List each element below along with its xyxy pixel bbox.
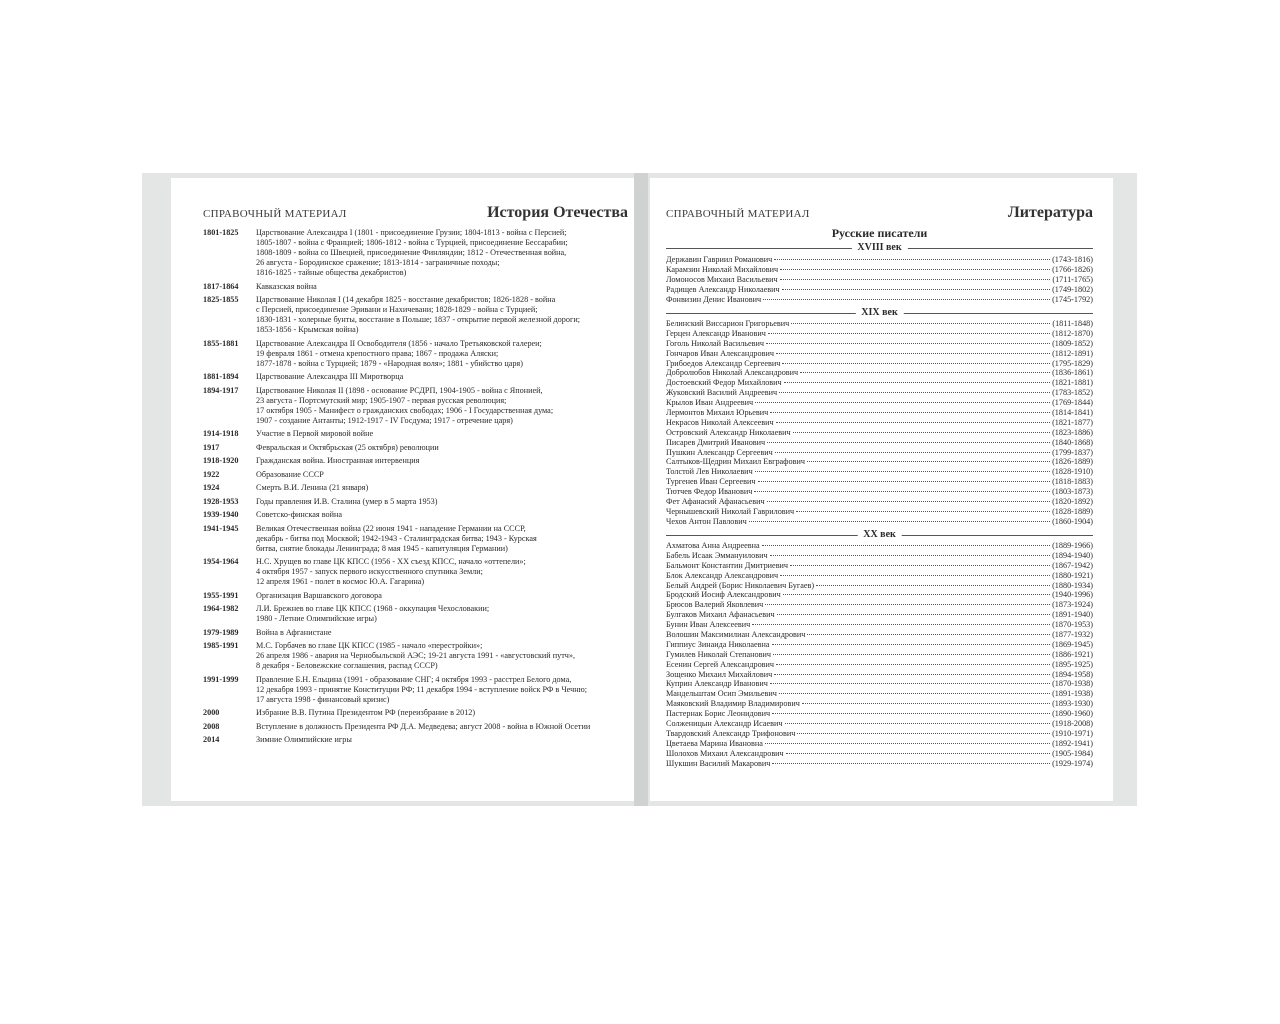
timeline-row: [203, 295, 631, 335]
dot-leader: [768, 333, 1050, 334]
writer-row: [666, 630, 1093, 640]
writer-years: (1892-1941): [1052, 738, 1093, 748]
timeline-event: Февральская и Октябрьская (25 октября) революции: [256, 442, 439, 452]
timeline-row: [203, 228, 631, 278]
timeline-event: М.С. Горбачев во главе ЦК КПСС (1985 - начало «перестройки»; 26 апреля 1986 - авария на Чернобыльской АЭС; 19-21 августа 1991 - «августовский путч», 8 декабря - Беловежские соглашения, распад СССР): [256, 641, 576, 670]
dot-leader: [780, 269, 1050, 270]
timeline-event: Царствование Николая II (1898 - основание РСДРП, 1904-1905 - война с Японией, 23 августа - Портсмутский мир; 1905-1907 - первая русская революция; 17 октября 1905 - Манифест о гражданских свободах; 1906 - I Государственная дума; 1907 - создание Антанты; 1912-1917 - IV Госдума; 1917 - отречение царя): [256, 385, 554, 425]
writer-row: [666, 759, 1093, 769]
writer-name: Достоевский Федор Михайлович: [666, 378, 782, 388]
writer-name: Зощенко Михаил Михайлович: [666, 669, 773, 679]
dot-leader: [786, 753, 1050, 754]
writer-row: [666, 359, 1093, 369]
dot-leader: [767, 442, 1050, 443]
writer-row: [666, 388, 1093, 398]
century-header: [666, 308, 1093, 319]
timeline-years: 1955-1991: [203, 590, 239, 600]
writer-row: [666, 349, 1093, 359]
timeline-row: [203, 470, 631, 480]
writer-row: [666, 600, 1093, 610]
writer-row: [666, 285, 1093, 295]
dot-leader: [776, 664, 1050, 665]
dot-leader: [807, 461, 1050, 462]
writer-list: [666, 541, 1093, 768]
writer-name: Маяковский Владимир Владимирович: [666, 699, 800, 709]
writer-years: (1870-1953): [1052, 620, 1093, 630]
writer-row: [666, 699, 1093, 709]
writer-row: [666, 438, 1093, 448]
writer-years: (1893-1930): [1052, 699, 1093, 709]
timeline-event: Гражданская война. Иностранная интервенция: [256, 456, 420, 465]
dot-leader: [796, 511, 1050, 512]
timeline-years: 1924: [203, 483, 220, 492]
writer-row: [666, 507, 1093, 517]
writer-row: [666, 408, 1093, 418]
writer-name: Мандельштам Осип Эмильевич: [666, 689, 777, 699]
writer-name: Твардовский Александр Трифонович: [666, 728, 796, 738]
dot-leader: [774, 674, 1050, 675]
timeline-years: 1894-1917: [203, 385, 239, 395]
writer-list: [666, 255, 1093, 304]
dot-leader: [762, 545, 1050, 546]
writer-name: Гончаров Иван Александрович: [666, 348, 774, 358]
century-header: [666, 243, 1093, 254]
writer-name: Белый Андрей (Борис Николаевич Бугаев): [666, 580, 815, 590]
writer-years: (1826-1889): [1052, 457, 1093, 467]
timeline-event: Советско-финская война: [256, 510, 343, 519]
writer-row: [666, 418, 1093, 428]
dot-leader: [779, 392, 1050, 393]
timeline-years: 1922: [203, 469, 220, 479]
running-head-label: СПРАВОЧНЫЙ МАТЕРИАЛ: [203, 208, 347, 220]
dot-leader: [752, 624, 1050, 625]
timeline-row: [203, 604, 631, 624]
left-page: [171, 178, 634, 801]
writer-row: [666, 457, 1093, 467]
timeline-years: 2008: [203, 721, 220, 731]
writer-name: Добролюбов Николай Александрович: [666, 368, 799, 378]
writer-years: (1894-1940): [1052, 550, 1093, 560]
writer-row: [666, 368, 1093, 378]
dot-leader: [784, 382, 1050, 383]
writer-name: Волошин Максимилиан Александрович: [666, 630, 806, 640]
writer-row: [666, 497, 1093, 507]
writer-row: [666, 729, 1093, 739]
writer-row: [666, 477, 1093, 487]
timeline-years: 1801-1825: [203, 228, 239, 237]
century-header: [666, 530, 1093, 541]
dot-leader: [793, 432, 1050, 433]
writer-years: (1799-1837): [1052, 447, 1093, 457]
writer-name: Островский Александр Николаевич: [666, 427, 791, 437]
writer-years: (1905-1984): [1052, 748, 1093, 758]
dot-leader: [776, 422, 1050, 423]
writer-years: (1929-1974): [1052, 758, 1093, 768]
timeline-years: 1964-1982: [203, 604, 239, 613]
writer-name: Грибоедов Александр Сергеевич: [666, 358, 781, 368]
timeline-row: [203, 429, 631, 439]
writer-row: [666, 541, 1093, 551]
dot-leader: [772, 763, 1050, 764]
timeline-years: 1979-1989: [203, 627, 239, 637]
timeline-row: [203, 386, 631, 426]
writer-years: (1828-1889): [1052, 506, 1093, 516]
right-page: [650, 178, 1113, 801]
writer-years: (1918-2008): [1052, 719, 1093, 729]
timeline-event: Правление Б.Н. Ельцина (1991 - образование СНГ; 4 октября 1993 - расстрел Белого дома, 12 декабря 1993 - принятие Конституции РФ; 11 декабря 1994 - вступление войск РФ в Чечню; 17 августа 1998 - финансовый кризис): [256, 674, 587, 704]
timeline-row: [203, 483, 631, 493]
writer-row: [666, 561, 1093, 571]
timeline-event: Н.С. Хрущев во главе ЦК КПСС (1956 - XX съезд КПСС, начало «оттепели»; 4 октября 1957 - запуск первого искусственного спутника Земли; 12 апреля 1961 - полет в космос Ю.А. Гагарина): [256, 557, 526, 586]
writer-row: [666, 640, 1093, 650]
dot-leader: [763, 299, 1050, 300]
writer-years: (1890-1960): [1052, 709, 1093, 719]
timeline-row: [203, 591, 631, 601]
dot-leader: [802, 703, 1050, 704]
writer-name: Ломоносов Михаил Васильевич: [666, 274, 778, 284]
writer-list: [666, 319, 1093, 527]
dot-leader: [749, 521, 1050, 522]
timeline-event: Избрание В.В. Путина Президентом РФ (переизбрание в 2012): [256, 708, 476, 717]
writer-years: (1895-1925): [1052, 659, 1093, 669]
dot-leader: [779, 693, 1050, 694]
writer-row: [666, 650, 1093, 660]
timeline-years: 1825-1855: [203, 295, 239, 304]
writer-name: Лермонтов Михаил Юрьевич: [666, 408, 769, 418]
writer-name: Бунин Иван Алексеевич: [666, 620, 751, 630]
writer-years: (1891-1940): [1052, 610, 1093, 620]
writer-name: Гоголь Николай Васильевич: [666, 338, 765, 348]
dot-leader: [777, 614, 1050, 615]
timeline-event: Образование СССР: [256, 469, 324, 479]
writer-row: [666, 255, 1093, 265]
dot-leader: [755, 471, 1050, 472]
writer-name: Фонвизин Денис Иванович: [666, 294, 762, 304]
writer-row: [666, 428, 1093, 438]
writer-name: Крылов Иван Андреевич: [666, 398, 754, 408]
timeline-years: 1917: [203, 442, 220, 452]
writer-name: Шукшин Василий Макарович: [666, 758, 771, 768]
writer-years: (1836-1861): [1052, 368, 1093, 378]
writer-name: Куприн Александр Иванович: [666, 679, 768, 689]
dot-leader: [766, 343, 1050, 344]
timeline-event: Царствование Николая I (14 декабря 1825 - восстание декабристов; 1826-1828 - война с Персией, присоединение Эривани и Нахичевани; 1828-1829 - война с Турцией; 1830-1831 - холерные бунты, восстание в Польше; 1837 - открытие первой железной дороги; 1853-1856 - Крымская война): [256, 295, 580, 334]
writer-years: (1812-1870): [1052, 328, 1093, 338]
writer-row: [666, 709, 1093, 719]
writer-row: [666, 620, 1093, 630]
dot-leader: [772, 713, 1050, 714]
page-title: История Отечества: [487, 204, 628, 221]
writer-years: (1745-1792): [1052, 294, 1093, 304]
writer-years: (1828-1910): [1052, 467, 1093, 477]
timeline-event: Годы правления И.В. Сталина (умер в 5 марта 1953): [256, 496, 438, 506]
writer-row: [666, 749, 1093, 759]
timeline-event: Царствование Александра III Миротворца: [256, 372, 404, 381]
writer-years: (1940-1996): [1052, 590, 1093, 600]
timeline-event: Царствование Александра II Освободителя (1856 - начало Третьяковской галереи; 19 февраля 1861 - отмена крепостного права; 1867 - продажа Аляски; 1877-1878 - война с Турцией; 1879 - «Народная воля»; 1881 - убийство царя): [256, 338, 542, 368]
dot-leader: [807, 634, 1050, 635]
writer-years: (1821-1877): [1052, 417, 1093, 427]
timeline-row: [203, 708, 631, 718]
writer-name: Булгаков Михаил Афанасьевич: [666, 610, 775, 620]
writer-years: (1812-1891): [1052, 348, 1093, 358]
writer-row: [666, 581, 1093, 591]
writer-years: (1889-1966): [1052, 541, 1093, 550]
writer-years: (1880-1934): [1052, 580, 1093, 590]
writer-name: Бабель Исаак Эммануилович: [666, 550, 768, 560]
book-spine: [634, 173, 648, 806]
timeline-years: 2014: [203, 735, 220, 744]
writer-years: (1910-1971): [1052, 728, 1093, 738]
writer-name: Бальмонт Константин Дмитриевич: [666, 560, 789, 570]
running-head: [203, 200, 628, 222]
timeline-event: Л.И. Брежнев во главе ЦК КПСС (1968 - оккупация Чехословакии; 1980 - Летние Олимпийские игры): [256, 604, 490, 623]
writer-years: (1803-1873): [1052, 487, 1093, 497]
writer-row: [666, 551, 1093, 561]
timeline-row: [203, 456, 631, 466]
writer-years: (1795-1829): [1052, 358, 1093, 368]
timeline-row: [203, 282, 631, 292]
dot-leader: [758, 481, 1051, 482]
writer-name: Гиппиус Зинаида Николаевна: [666, 639, 770, 649]
timeline-years: 1855-1881: [203, 338, 239, 348]
writer-row: [666, 295, 1093, 305]
writer-years: (1877-1932): [1052, 630, 1093, 640]
writer-row: [666, 487, 1093, 497]
writer-name: Есенин Сергей Александрович: [666, 659, 775, 669]
timeline-row: [203, 524, 631, 554]
writer-row: [666, 339, 1093, 349]
timeline-event: Смерть В.И. Ленина (21 января): [256, 483, 369, 492]
writer-name: Чернышевский Николай Гаврилович: [666, 506, 795, 516]
writer-name: Державин Гавриил Романович: [666, 255, 773, 264]
timeline-years: 1928-1953: [203, 496, 239, 506]
dot-leader: [770, 412, 1050, 413]
timeline-years: 1914-1918: [203, 429, 239, 438]
dot-leader: [790, 565, 1050, 566]
writer-name: Шолохов Михаил Александрович: [666, 748, 784, 758]
writer-row: [666, 398, 1093, 408]
timeline-years: 1918-1920: [203, 456, 239, 465]
section-title: Русские писатели: [831, 226, 928, 240]
dot-leader: [797, 733, 1050, 734]
writer-row: [666, 679, 1093, 689]
timeline-years: 1817-1864: [203, 281, 239, 291]
writer-years: (1886-1921): [1052, 649, 1093, 659]
dot-leader: [782, 289, 1050, 290]
timeline-event: Зимние Олимпийские игры: [256, 735, 352, 744]
timeline-row: [203, 443, 631, 453]
timeline-years: 2000: [203, 708, 220, 717]
timeline-row: [203, 641, 631, 671]
timeline-event: Война в Афганистане: [256, 627, 332, 637]
writer-row: [666, 590, 1093, 600]
writer-name: Тютчев Федор Иванович: [666, 487, 753, 497]
timeline-years: 1941-1945: [203, 523, 239, 533]
running-head: [666, 200, 1093, 222]
timeline-row: [203, 339, 631, 369]
century-label: XX век: [857, 529, 902, 541]
writer-name: Блок Александр Александрович: [666, 570, 779, 580]
writer-years: (1823-1886): [1052, 427, 1093, 437]
dot-leader: [765, 604, 1050, 605]
writer-years: (1743-1816): [1052, 255, 1093, 264]
timeline-years: 1985-1991: [203, 641, 239, 650]
timeline-event: Организация Варшавского договора: [256, 590, 382, 600]
writer-name: Пастернак Борис Леонидович: [666, 709, 771, 719]
writer-name: Гумилев Николай Степанович: [666, 649, 772, 659]
writer-name: Пушкин Александр Сергеевич: [666, 447, 773, 457]
writer-name: Солженицын Александр Исаевич: [666, 719, 783, 729]
writer-row: [666, 517, 1093, 527]
history-timeline: [203, 228, 631, 749]
writer-row: [666, 319, 1093, 329]
writer-years: (1711-1765): [1052, 274, 1093, 284]
page-title: Литература: [1007, 204, 1093, 221]
writer-name: Герцен Александр Иванович: [666, 328, 766, 338]
writer-name: Ахматова Анна Андреевна: [666, 541, 760, 550]
writer-years: (1818-1883): [1052, 477, 1093, 487]
writer-years: (1870-1938): [1052, 679, 1093, 689]
dot-leader: [770, 555, 1050, 556]
writer-years: (1860-1904): [1052, 516, 1093, 526]
writer-years: (1814-1841): [1052, 408, 1093, 418]
dot-leader: [754, 491, 1050, 492]
writer-years: (1873-1924): [1052, 600, 1093, 610]
writer-years: (1783-1852): [1052, 388, 1093, 398]
timeline-event: Вступление в должность Президента РФ Д.А. Медведева; август 2008 - война в Южной Осетии: [256, 721, 591, 731]
writer-years: (1809-1852): [1052, 338, 1093, 348]
timeline-row: [203, 735, 631, 745]
dot-leader: [773, 654, 1050, 655]
century-label: XIX век: [855, 307, 903, 319]
dot-leader: [816, 585, 1050, 586]
writer-row: [666, 719, 1093, 729]
dot-leader: [770, 683, 1050, 684]
writer-years: (1766-1826): [1052, 264, 1093, 274]
century-label: XVIII век: [851, 242, 907, 254]
dot-leader: [785, 723, 1051, 724]
timeline-row: [203, 675, 631, 705]
dot-leader: [767, 501, 1050, 502]
writer-row: [666, 689, 1093, 699]
writer-name: Цветаева Марина Ивановна: [666, 738, 763, 748]
timeline-row: [203, 510, 631, 520]
timeline-event: Участие в Первой мировой войне: [256, 429, 374, 438]
writer-name: Радищев Александр Николаевич: [666, 284, 780, 294]
writer-row: [666, 265, 1093, 275]
writer-name: Тургенев Иван Сергеевич: [666, 477, 756, 487]
timeline-event: Царствование Александра I (1801 - присоединение Грузии; 1804-1813 - война с Персией; 1805-1807 - война с Францией; 1806-1812 - война с Турцией, присоединение Бессарабии; 1808-1809 - война со Швецией, присоединение Финляндии; 1812 - Отечественная война, 26 августа - Бородинское сражение; 1813-1814 - заграничные походы; 1816-1825 - тайные общества декабристов): [256, 228, 568, 277]
dot-leader: [776, 353, 1050, 354]
timeline-event: Кавказская война: [256, 281, 317, 291]
timeline-years: 1954-1964: [203, 557, 239, 566]
dot-leader: [765, 743, 1050, 744]
writer-name: Бродский Иосиф Александрович: [666, 590, 781, 600]
dot-leader: [775, 452, 1050, 453]
writer-name: Чехов Антон Павлович: [666, 516, 747, 526]
writer-name: Брюсов Валерий Яковлевич: [666, 600, 764, 610]
writer-row: [666, 275, 1093, 285]
writer-years: (1821-1881): [1052, 378, 1093, 388]
timeline-row: [203, 372, 631, 382]
writer-name: Карамзин Николай Михайлович: [666, 264, 779, 274]
writer-row: [666, 571, 1093, 581]
writer-row: [666, 329, 1093, 339]
dot-leader: [780, 279, 1051, 280]
timeline-event: Великая Отечественная война (22 июня 1941 - нападение Германии на СССР, декабрь - битва под Москвой; 1942-1943 - Сталинградская битва; 1943 - Курская битва, снятие блокады Ленинграда; 8 мая 1945 - капитуляция Германии): [256, 523, 537, 553]
writer-years: (1749-1802): [1052, 284, 1093, 294]
timeline-row: [203, 557, 631, 587]
writer-years: (1880-1921): [1052, 570, 1093, 580]
dot-leader: [783, 594, 1050, 595]
writer-row: [666, 660, 1093, 670]
writer-row: [666, 467, 1093, 477]
timeline-row: [203, 628, 631, 638]
timeline-row: [203, 497, 631, 507]
timeline-years: 1991-1999: [203, 674, 239, 684]
writer-name: Некрасов Николай Алексеевич: [666, 417, 774, 427]
dot-leader: [791, 323, 1050, 324]
writer-row: [666, 739, 1093, 749]
writer-name: Толстой Лев Николаевич: [666, 467, 753, 477]
timeline-row: [203, 722, 631, 732]
dot-leader: [772, 644, 1051, 645]
writer-years: (1820-1892): [1052, 497, 1093, 507]
writer-name: Писарев Дмитрий Иванович: [666, 437, 766, 447]
writer-row: [666, 448, 1093, 458]
dot-leader: [782, 363, 1050, 364]
dot-leader: [774, 259, 1050, 260]
dot-leader: [800, 372, 1050, 373]
writer-name: Салтыков-Щедрин Михаил Евграфович: [666, 457, 805, 467]
writer-name: Фет Афанасий Афанасьевич: [666, 497, 765, 507]
writer-years: (1811-1848): [1052, 319, 1093, 328]
writer-years: (1869-1945): [1052, 639, 1093, 649]
writer-years: (1867-1942): [1052, 560, 1093, 570]
writer-years: (1769-1844): [1052, 398, 1093, 408]
dot-leader: [755, 402, 1050, 403]
writer-row: [666, 670, 1093, 680]
writer-name: Белинский Виссарион Григорьевич: [666, 319, 790, 328]
running-head-label: СПРАВОЧНЫЙ МАТЕРИАЛ: [666, 208, 810, 220]
writer-name: Жуковский Василий Андреевич: [666, 388, 778, 398]
timeline-years: 1881-1894: [203, 372, 239, 381]
writer-years: (1840-1868): [1052, 437, 1093, 447]
writer-row: [666, 610, 1093, 620]
writer-row: [666, 378, 1093, 388]
writer-years: (1891-1938): [1052, 689, 1093, 699]
timeline-years: 1939-1940: [203, 510, 239, 519]
writer-years: (1894-1958): [1052, 669, 1093, 679]
dot-leader: [780, 575, 1050, 576]
